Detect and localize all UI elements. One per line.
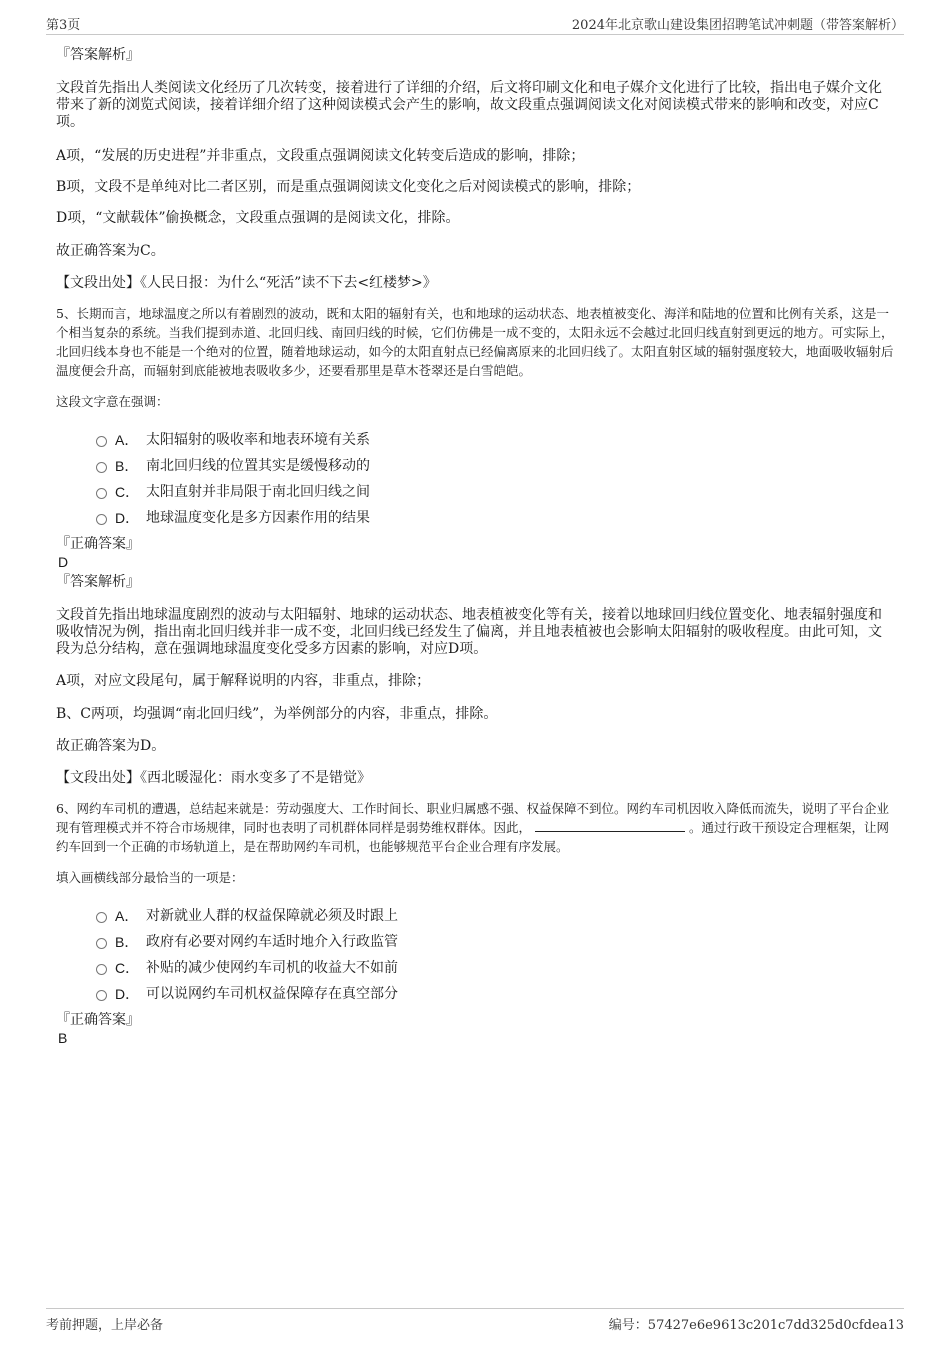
- page-header: [46, 14, 904, 35]
- question-stem: 5、长期而言，地球温度之所以有着剧烈的波动，既和太阳的辐射有关，也和地球的运动状态、地表植被变化、海洋和陆地的位置和比例有关系，这是一个相当复杂的系统。当我们提到赤道、北回归线、南回归线的时候，它们仿佛是一成不变的，太阳永远不会越过北回归线直射到更远的地方。可实际上，北回归线本身也不能是一个绝对的位置，随着地球运动，如今的太阳直射点已经偏离原来的北回归线了。太阳直射区域的辐射强度较大，地面吸收辐射后温度便会升高，而辐射到底能被地表吸收多少，还要看那里是草木苍翠还是白雪皑皑。: [56, 306, 894, 378]
- option-letter: A．: [115, 432, 139, 448]
- analysis-point-a: A项，“发展的历史进程”并非重点，文段重点强调阅读文化转变后造成的影响，排除；: [56, 148, 585, 164]
- footer-slogan: 考前押题，上岸必备: [46, 1318, 164, 1333]
- question-prompt: 填入画横线部分最恰当的一项是：: [56, 870, 244, 885]
- page-number-label: 第3页: [46, 18, 81, 33]
- analysis-point-a: A项，对应文段尾句，属于解释说明的内容，非重点，排除；: [56, 673, 431, 689]
- option-letter: A．: [115, 908, 139, 924]
- option-letter: D．: [115, 510, 140, 526]
- option-list: [56, 903, 894, 1007]
- analysis-conclusion: 故正确答案为C。: [56, 243, 165, 259]
- radio-button-icon[interactable]: [96, 990, 107, 1001]
- option-a[interactable]: [56, 903, 894, 929]
- radio-button-icon[interactable]: [96, 436, 107, 447]
- correct-answer: B: [58, 1030, 68, 1046]
- correct-answer-label: 『正确答案』: [56, 1012, 140, 1028]
- option-c[interactable]: [56, 955, 894, 981]
- passage-source: 【文段出处】《人民日报：为什么“死活”读不下去<红楼梦>》: [56, 275, 437, 291]
- option-d[interactable]: [56, 981, 894, 1007]
- option-letter: D．: [115, 986, 140, 1002]
- analysis-label: 『答案解析』: [56, 574, 140, 590]
- option-text: 补贴的减少使网约车司机的收益大不如前: [146, 960, 398, 976]
- radio-button-icon[interactable]: [96, 514, 107, 525]
- option-text: 南北回归线的位置其实是缓慢移动的: [146, 458, 370, 474]
- question-6: [56, 799, 894, 1047]
- radio-button-icon[interactable]: [96, 938, 107, 949]
- fill-in-blank: [535, 818, 685, 832]
- page-footer: [46, 1308, 904, 1331]
- option-text: 地球温度变化是多方因素作用的结果: [146, 510, 370, 526]
- page-content: [56, 44, 894, 1047]
- radio-button-icon[interactable]: [96, 964, 107, 975]
- option-b[interactable]: [56, 929, 894, 955]
- document-title: 2024年北京歌山建设集团招聘笔试冲刺题（带答案解析）: [571, 18, 904, 33]
- question-4-analysis: [56, 46, 894, 292]
- correct-answer-label: 『正确答案』: [56, 536, 140, 552]
- analysis-point-bc: B、C两项，均强调“南北回归线”，为举例部分的内容，非重点，排除。: [56, 706, 498, 722]
- option-text: 可以说网约车司机权益保障存在真空部分: [146, 986, 398, 1002]
- passage-source: 【文段出处】《西北暖湿化：雨水变多了不是错觉》: [56, 770, 371, 786]
- option-list: [56, 427, 894, 531]
- option-text: 太阳辐射的吸收率和地表环境有关系: [146, 432, 370, 448]
- option-text: 政府有必要对网约车适时地介入行政监管: [146, 934, 398, 950]
- option-letter: C．: [115, 484, 140, 500]
- analysis-label: 『答案解析』: [56, 47, 140, 63]
- radio-button-icon[interactable]: [96, 462, 107, 473]
- option-letter: C．: [115, 960, 140, 976]
- option-text: 对新就业人群的权益保障就必须及时跟上: [146, 908, 398, 924]
- option-letter: B．: [115, 934, 139, 950]
- radio-button-icon[interactable]: [96, 912, 107, 923]
- analysis-conclusion: 故正确答案为D。: [56, 738, 166, 754]
- analysis-point-b: B项，文段不是单纯对比二者区别，而是重点强调阅读文化变化之后对阅读模式的影响，排除；: [56, 179, 641, 195]
- stem-before-blank: 6、网约车司机的遭遇，总结起来就是：劳动强度大、工作时间长、职业归属感不强、权益保障不到位。网约车司机因收入降低而流失，说明了平台企业现有管理模式并不符合市场规律，同时也表明了司机群体同样是弱势维权群体。因此，: [56, 801, 889, 835]
- document-serial: 编号：57427e6e9613c201c7dd325d0cfdea13: [608, 1318, 904, 1333]
- analysis-text: 文段首先指出人类阅读文化经历了几次转变，接着进行了详细的介绍，后文将印刷文化和电子媒介文化进行了比较，指出电子媒介文化带来了新的浏览式阅读，接着详细介绍了这种阅读模式会产生的影响，故文段重点强调阅读文化对阅读模式带来的影响和改变，对应C项。: [56, 80, 882, 130]
- analysis-point-d: D项，“文献载体”偷换概念，文段重点强调的是阅读文化，排除。: [56, 210, 460, 226]
- option-c[interactable]: [56, 479, 894, 505]
- question-prompt: 这段文字意在强调：: [56, 394, 169, 409]
- option-d[interactable]: [56, 505, 894, 531]
- question-5: [56, 304, 894, 787]
- stem-after-blank: 。通过行政干预设定合理框架，让网约车回到一个正确的市场轨道上，是在帮助网约车司机，也能够规范平台企业合理有序发展。: [56, 820, 890, 854]
- analysis-text: 文段首先指出地球温度剧烈的波动与太阳辐射、地球的运动状态、地表植被变化等有关，接着以地球回归线位置变化、地表辐射强度和吸收情况为例，指出南北回归线并非一成不变，北回归线已经发生了偏离，并且地表植被也会影响太阳辐射的吸收程度。由此可知，文段为总分结构，意在强调地球温度变化受多方因素的影响，对应D项。: [56, 607, 882, 657]
- correct-answer: D: [58, 554, 69, 570]
- option-text: 太阳直射并非局限于南北回归线之间: [146, 484, 370, 500]
- option-letter: B．: [115, 458, 139, 474]
- question-stem: [56, 799, 894, 856]
- option-a[interactable]: [56, 427, 894, 453]
- radio-button-icon[interactable]: [96, 488, 107, 499]
- option-b[interactable]: [56, 453, 894, 479]
